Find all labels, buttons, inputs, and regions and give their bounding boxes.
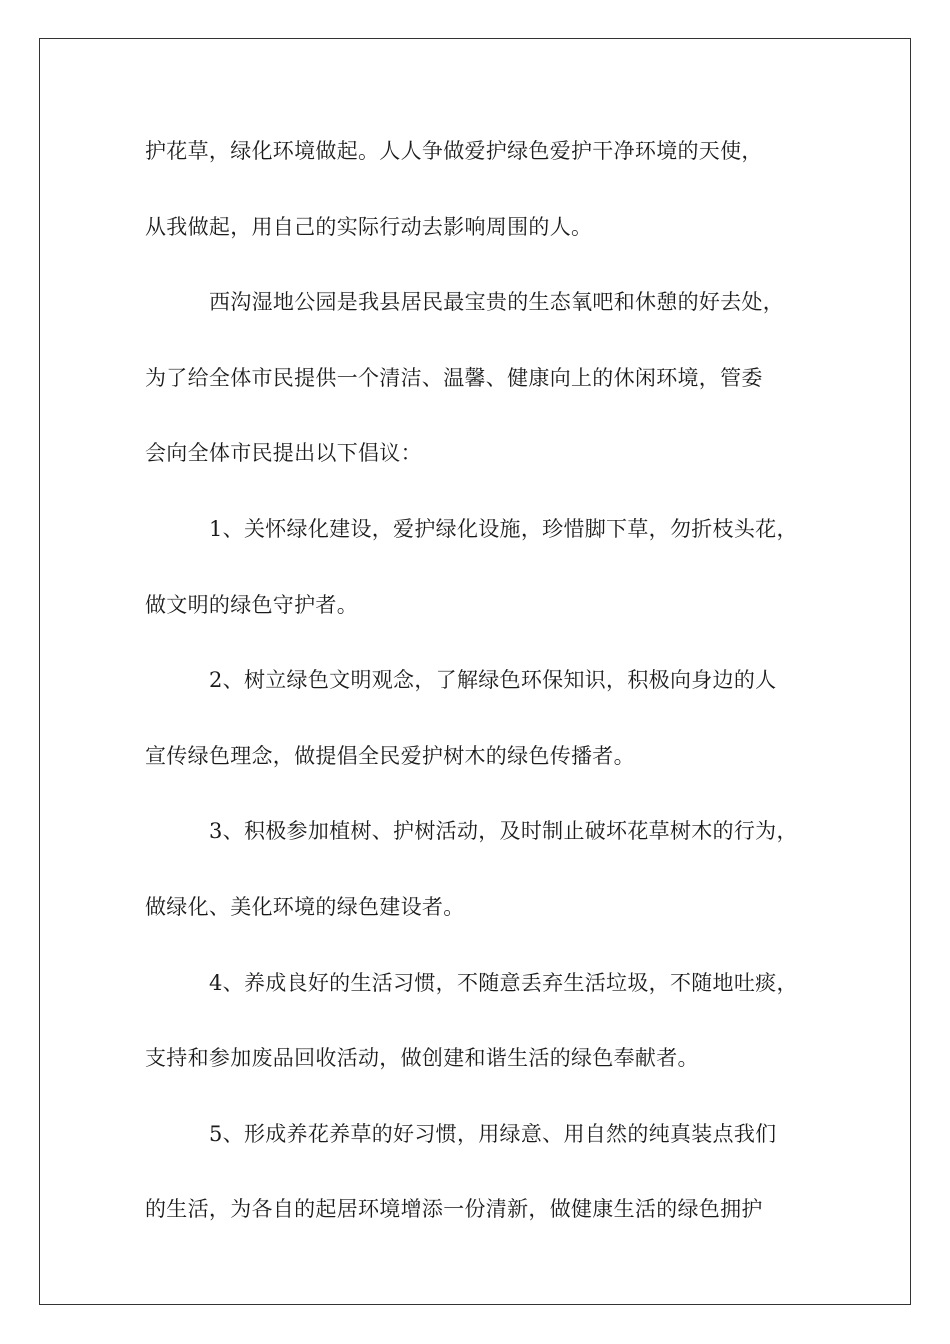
text-line-12: 4、养成良好的生活习惯，不随意丢弃生活垃圾，不随地吐痰， [209, 970, 798, 995]
text-line-13: 支持和参加废品回收活动，做创建和谐生活的绿色奉献者。 [145, 1046, 699, 1071]
document-body [145, 131, 825, 1265]
text-line-7: 做文明的绿色守护者。 [145, 592, 358, 617]
text-line-4: 为了给全体市民提供一个清洁、温馨、健康向上的休闲环境，管委 [145, 365, 763, 390]
text-line-5: 会向全体市民提出以下倡议： [145, 441, 422, 466]
text-line-15: 的生活，为各自的起居环境增添一份清新，做健康生活的绿色拥护 [145, 1197, 763, 1222]
text-line-10: 3、积极参加植树、护树活动，及时制止破坏花草树木的行为， [209, 819, 798, 844]
text-line-1: 护花草，绿化环境做起。人人争做爱护绿色爱护干净环境的天使， [145, 139, 763, 163]
text-line-2: 从我做起，用自己的实际行动去影响周围的人。 [145, 214, 593, 239]
text-line-9: 宣传绿色理念，做提倡全民爱护树木的绿色传播者。 [145, 743, 635, 768]
text-line-14: 5、形成养花养草的好习惯，用绿意、用自然的纯真装点我们 [209, 1121, 777, 1146]
text-line-11: 做绿化、美化环境的绿色建设者。 [145, 894, 465, 919]
text-line-3: 西沟湿地公园是我县居民最宝贵的生态氧吧和休憩的好去处， [209, 290, 785, 315]
text-line-6: 1、关怀绿化建设，爱护绿化设施，珍惜脚下草，勿折枝头花， [209, 516, 798, 541]
text-line-8: 2、树立绿色文明观念，了解绿色环保知识，积极向身边的人 [209, 668, 777, 693]
